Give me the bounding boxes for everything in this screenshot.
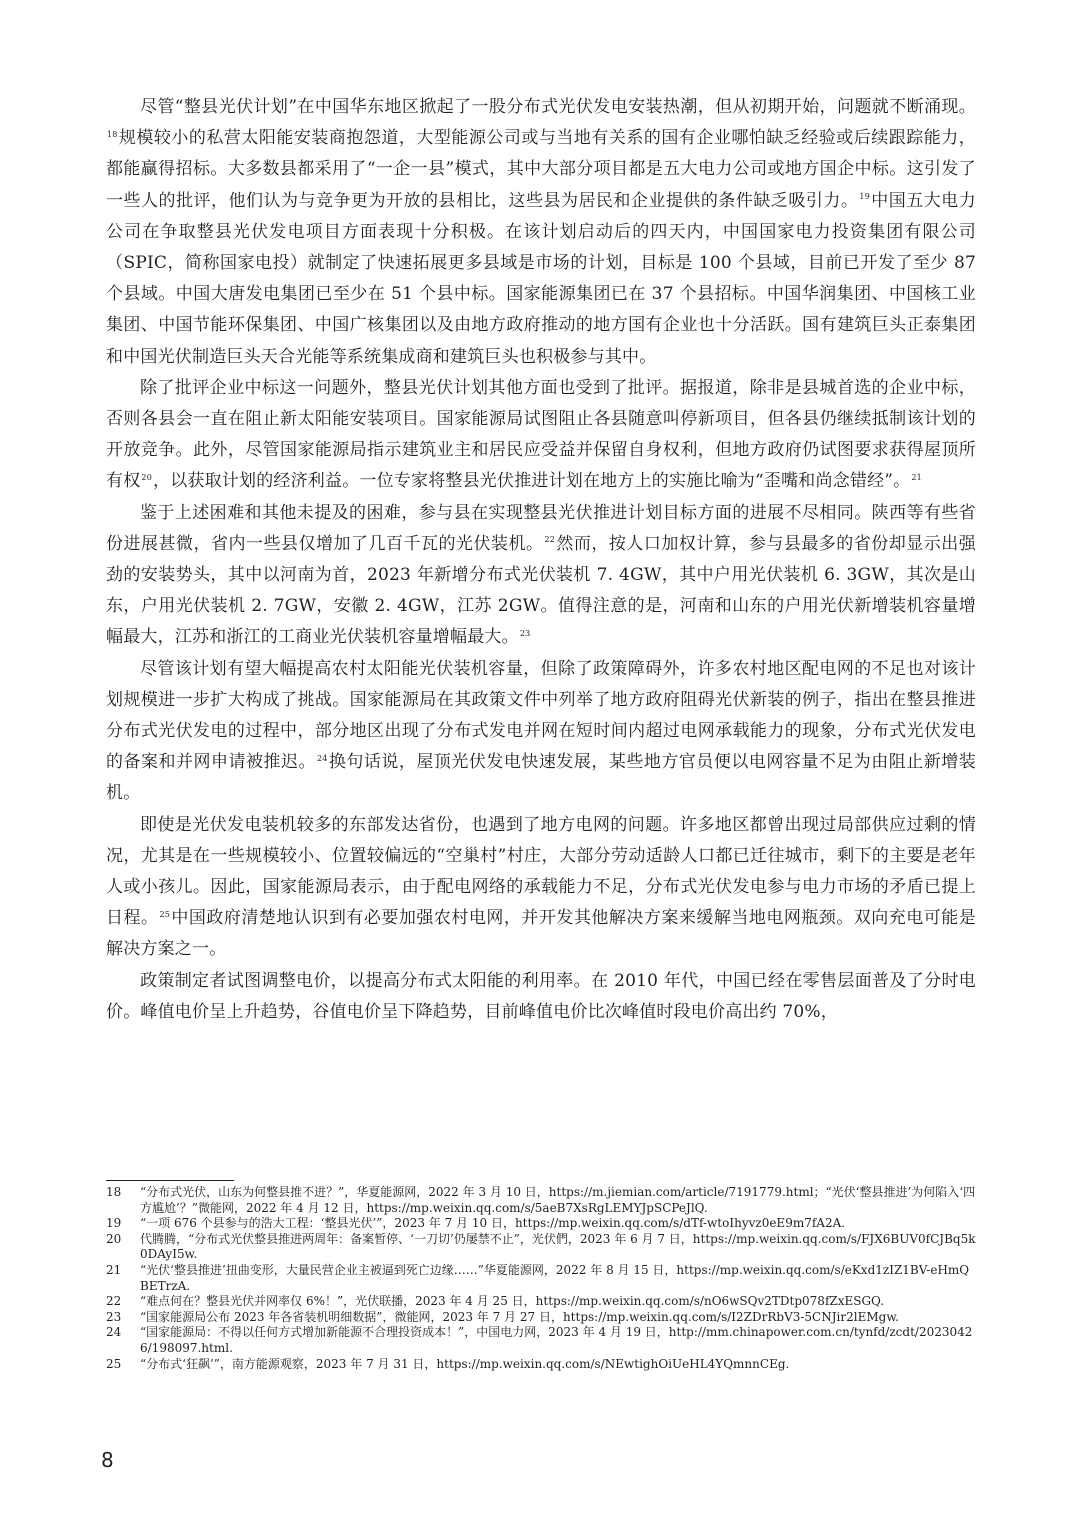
footnote-text: “光伏‘整县推进’扭曲变形，大量民营企业主被逼到死亡边缘……”华夏能源网，2022 年 8 月 15 日，https://mp.weixin.qq.com/s/eKxd1zIZ1BV-eHmQBETrzA. bbox=[140, 1262, 970, 1293]
paragraph bbox=[106, 654, 976, 810]
footnotes bbox=[106, 1185, 976, 1372]
footnote-ref[interactable]: 23 bbox=[519, 628, 531, 638]
paragraph-text: 规模较小的私营太阳能安装商抱怨道，大型能源公司或与当地有关系的国有企业哪怕缺乏经验或后续跟踪能力，都能赢得招标。大多数县都采用了“一企一县”模式，其中大部分项目都是五大电力公司或地方国企中标。这引发了一些人的批评，他们认为与竞争更为开放的县相比，这些县为居民和企业提供的条件缺乏吸引力。 bbox=[106, 128, 976, 211]
paragraph bbox=[106, 92, 976, 373]
footnote-ref[interactable]: 19 bbox=[859, 191, 870, 201]
paragraph bbox=[106, 810, 976, 966]
footnote-ref[interactable]: 22 bbox=[544, 535, 556, 545]
footnote-number: 20 bbox=[106, 1231, 122, 1246]
footnote bbox=[106, 1216, 976, 1232]
footnote-number: 23 bbox=[106, 1309, 122, 1324]
paragraph-text: 中国五大电力公司在争取整县光伏发电项目方面表现十分积极。在该计划启动后的四天内，中国国家电力投资集团有限公司（SPIC，简称国家电投）就制定了快速拓展更多县域是市场的计划，目标是 100 个县域，目前已开发了至少 87 个县域。中国大唐发电集团已至少在 51 个县中标。国家能源集团已在 37 个县招标。中国华润集团、中国核工业集团、中国节能环保集团、中国广核集团以及由地方政府推动的地方国有企业也十分活跃。国有建筑巨头正泰集团和中国光伏制造巨头天合光能等系统集成商和建筑巨头也积极参与其中。 bbox=[106, 190, 976, 367]
footnote-ref[interactable]: 21 bbox=[911, 472, 922, 482]
paragraph bbox=[106, 966, 976, 1028]
footnote bbox=[106, 1294, 976, 1310]
footnote-text: “难点何在？整县光伏并网率仅 6%！”，光伏联播，2023 年 4 月 25 日，https://mp.weixin.qq.com/s/nO6wSQv2TDtp078fZxESGQ. bbox=[140, 1294, 885, 1309]
footnote bbox=[106, 1232, 976, 1263]
footnote-text: 代腾腾，“分布式光伏整县推进两周年：备案暂停、‘一刀切’仍屡禁不止”，光伏們，2023 年 6 月 7 日，https://mp.weixin.qq.com/s/FJX6BUV0fCJBq5k0DAyI5w. bbox=[140, 1231, 976, 1262]
paragraph-text: 尽管“整县光伏计划”在中国华东地区掀起了一股分布式光伏发电安装热潮，但从初期开始，问题就不断涌现。 bbox=[140, 97, 976, 117]
footnote-number: 19 bbox=[106, 1216, 122, 1231]
page-number: 8 bbox=[101, 1448, 114, 1472]
paragraph-text: 鉴于上述困难和其他未提及的困难，参与县在实现整县光伏推进计划目标方面的进展不尽相同。陕西等有些省份进展甚微，省内一些县仅增加了几百千瓦的光伏装机。 bbox=[106, 502, 976, 554]
footnote-text: “国家能源局：不得以任何方式增加新能源不合理投资成本！”，中国电力网，2023 年 4 月 19 日，http://mm.chinapower.com.cn/tynfd/zcdt/20230426/198097.html. bbox=[140, 1325, 973, 1355]
footnote-text: “分布式‘狂飙’”，南方能源观察，2023 年 7 月 31 日，https://mp.weixin.qq.com/s/NEwtighOiUeHL4YQmnnCEg. bbox=[140, 1356, 790, 1371]
footnote-number: 21 bbox=[106, 1262, 122, 1277]
footnote-ref[interactable]: 24 bbox=[316, 753, 328, 763]
paragraph-text: 尽管该计划有望大幅提高农村太阳能光伏装机容量，但除了政策障碍外，许多农村地区配电网的不足也对该计划规模进一步扩大构成了挑战。国家能源局在其政策文件中列举了地方政府阻碍光伏新装的例子，指出在整县推进分布式光伏发电的过程中，部分地区出现了分布式发电并网在短时间内超过电网承载能力的现象，分布式光伏发电的备案和并网申请被推迟。 bbox=[106, 658, 976, 773]
footnote-number: 22 bbox=[106, 1294, 122, 1309]
paragraph-text: ，以获取计划的经济利益。一位专家将整县光伏推进计划在地方上的实施比喻为“歪嘴和尚念错经”。 bbox=[153, 471, 911, 492]
footnote-ref[interactable]: 25 bbox=[159, 909, 171, 919]
footnote-text: “国家能源局公布 2023 年各省装机明细数据”，微能网，2023 年 7 月 27 日，https://mp.weixin.qq.com/s/I2ZDrRbV3-5CNJir2lEMgw. bbox=[140, 1309, 899, 1324]
paragraph bbox=[106, 498, 976, 654]
footnote bbox=[106, 1310, 976, 1326]
paragraph-text: 然而，按人口加权计算，参与县最多的省份却显示出强劲的安装势头，其中以河南为首，2023 年新增分布式光伏装机 7. 4GW，其中户用光伏装机 6. 3GW，其次是山东，户用光伏装机 2. 7GW，安徽 2. 4GW，江苏 2GW。值得注意的是，河南和山东的户用光伏新增装机容量增幅最大，江苏和浙江的工商业光伏装机容量增幅最大。 bbox=[106, 533, 976, 648]
paragraph-text: 换句话说，屋顶光伏发电快速发展，某些地方官员便以电网容量不足为由阻止新增装机。 bbox=[106, 752, 976, 804]
footnote bbox=[106, 1263, 976, 1294]
footnote-ref[interactable]: 18 bbox=[107, 129, 118, 139]
paragraph bbox=[106, 373, 976, 498]
footnote-number: 24 bbox=[106, 1325, 122, 1340]
footnote-ref[interactable]: 20 bbox=[141, 472, 152, 482]
footnote bbox=[106, 1325, 976, 1356]
body-text bbox=[106, 92, 976, 1028]
footnote-number: 25 bbox=[106, 1356, 122, 1371]
footnote-text: “分布式光伏，山东为何整县推不进？”，华夏能源网，2022 年 3 月 10 日，https://m.jiemian.com/article/7191779.html；“光伏‘整县推进’为何陷入‘四方尴尬’？”微能网，2022 年 4 月 12 日，https://mp.weixin.qq.com/s/5aeB7XsRgLEMYJpSCPeJlQ. bbox=[140, 1185, 976, 1215]
paragraph-text: 中国政府清楚地认识到有必要加强农村电网，并开发其他解决方案来缓解当地电网瓶颈。双向充电可能是解决方案之一。 bbox=[106, 908, 976, 960]
footnote-text: “一项 676 个县参与的浩大工程：‘整县光伏’”，2023 年 7 月 10 日，https://mp.weixin.qq.com/s/dTf-wtoIhyvz0eE9m7fA2A. bbox=[140, 1216, 846, 1231]
paragraph-text: 政策制定者试图调整电价，以提高分布式太阳能的利用率。在 2010 年代，中国已经在零售层面普及了分时电价。峰值电价呈上升趋势，谷值电价呈下降趋势，目前峰值电价比次峰值时段电价高出约 70%， bbox=[106, 970, 976, 1022]
footnote-number: 18 bbox=[106, 1185, 122, 1199]
footnote bbox=[106, 1357, 976, 1373]
footnote-divider bbox=[106, 1180, 234, 1181]
footnote bbox=[106, 1185, 976, 1216]
paragraph-text: 除了批评企业中标这一问题外，整县光伏计划其他方面也受到了批评。据报道，除非是县城首选的企业中标，否则各县会一直在阻止新太阳能安装项目。国家能源局试图阻止各县随意叫停新项目，但各县仍继续抵制该计划的开放竞争。此外，尽管国家能源局指示建筑业主和居民应受益并保留自身权利，但地方政府仍试图要求获得屋顶所有权 bbox=[106, 377, 976, 492]
paragraph-text: 即使是光伏发电装机较多的东部发达省份，也遇到了地方电网的问题。许多地区都曾出现过局部供应过剩的情况，尤其是在一些规模较小、位置较偏远的“空巢村”村庄，大部分劳动适龄人口都已迁往城市，剩下的主要是老年人或小孩儿。因此，国家能源局表示，由于配电网络的承载能力不足，分布式光伏发电参与电力市场的矛盾已提上日程。 bbox=[106, 814, 976, 929]
